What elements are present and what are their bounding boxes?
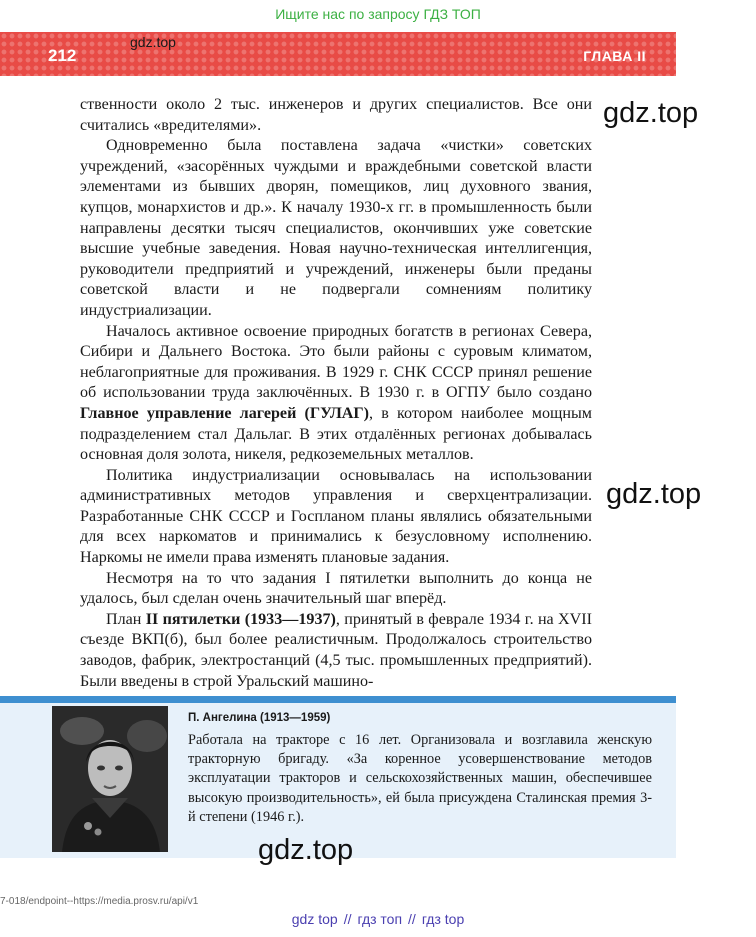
second-plan-term: II пятилетки (1933—1937) <box>145 610 336 628</box>
bottom-link-1[interactable]: gdz top <box>291 911 338 927</box>
paragraph-3: Началось активное освоение природных богатств в регионах Севера, Сибири и Дальнего Востока. Это были районы с суровым климатом, неблагоприятные для проживания. В 1929 г. СНК СССР принял решение об использовании труда заключённых. В 1930 г. в ОГПУ было создано Главное управление лагерей (ГУЛАГ), в котором наиболее мощным подразделением стал Дальлаг. В этих отдалённых регионах добывалась основная доля золота, никеля, редкоземельных металлов. <box>80 322 592 464</box>
main-text <box>80 95 592 692</box>
watermark-right-mid: gdz.top <box>606 478 702 510</box>
bottom-link-3[interactable]: гдз top <box>421 911 465 927</box>
bio-text: Работала на тракторе с 16 лет. Организовала и возглавила женскую тракторную бригаду. «За коренное усовершенствование методов эксплуатации тракторов и сельскохозяйственных машин, обеспечившее высокую производительность», ей была присуждена Сталинская премия 3-й степени (1946 г.). <box>188 732 652 825</box>
top-search-link[interactable]: Ищите нас по запросу ГДЗ ТОП <box>275 6 481 22</box>
bio-name: П. Ангелина (1913—1959) <box>188 712 331 724</box>
bottom-link-2[interactable]: гдз топ <box>357 911 403 927</box>
bio-top-stripe <box>0 696 676 703</box>
paragraph-6: План II пятилетки (1933—1937), принятый в феврале 1934 г. на XVII съезде ВКП(б), был более реалистичным. Продолжалось строительство заводов, фабрик, электростанций (4,5 тыс. промышленных предприятий). Были введены в строй Уральский машино- <box>80 610 593 690</box>
header-band <box>0 32 676 76</box>
link-separator: // <box>343 911 352 927</box>
chapter-title: ГЛАВА II <box>583 48 646 64</box>
gulag-term: Главное управление лагерей (ГУЛАГ) <box>80 404 370 422</box>
paragraph-4: Политика индустриализации основывалась на использовании административных методов управления и сверхцентрализации. Разработанные СНК СССР и Госпланом планы являлись обязательными для всех наркоматов и принимались к безусловному исполнению. Наркомы не имели права изменять плановые задания. <box>80 466 592 567</box>
watermark-right-top: gdz.top <box>603 97 699 129</box>
paragraph-2: Одновременно была поставлена задача «чистки» советских учреждений, «засорённых чуждыми и враждебными советской власти элементами из бывших дворян, помещиков, лиц духовного звания, купцов, монархистов и др.». К началу 1930-х гг. в промышленность были направлены десятки тысяч специалистов, окончивших уже советские высшие учебные заведения. Новая научно-техническая интеллигенция, руководители предприятий и учреждений, инженеры были преданы советской власти и не подвергали сомнениям политику индустриализации. <box>80 137 592 319</box>
paragraph-1: ственности около 2 тыс. инженеров и других специалистов. Все они считались «вредителями». <box>80 96 592 134</box>
paragraph-5: Несмотря на то что задания I пятилетки выполнить до конца не удалось, был сделан очень значительный шаг вперёд. <box>80 569 592 608</box>
link-separator: // <box>408 911 416 927</box>
watermark-bottom: gdz.top <box>258 834 354 866</box>
url-fragment: 7-018/endpoint--https://media.prosv.ru/api/v1 <box>0 896 199 907</box>
portrait-photo <box>52 706 168 852</box>
watermark-small: gdz.top <box>130 34 176 50</box>
bottom-links <box>0 911 756 927</box>
page-number: 212 <box>48 46 77 65</box>
